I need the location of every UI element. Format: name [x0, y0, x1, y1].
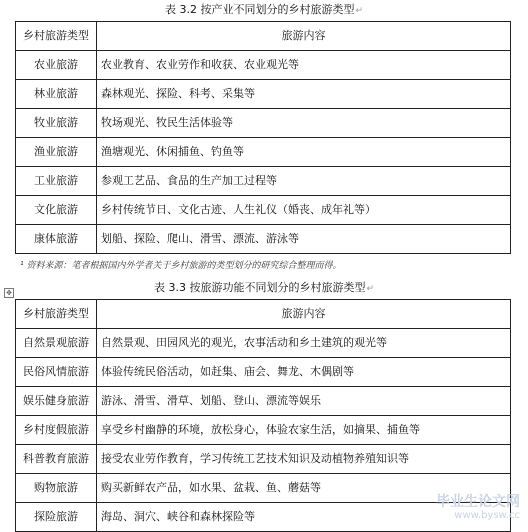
cell-content: 体验传统民俗活动，如赶集、庙会、舞龙、木偶剧等: [97, 358, 511, 387]
table-row: [16, 80, 511, 109]
cell-type: 民俗风情旅游: [16, 358, 97, 387]
cell-type: 农业旅游: [16, 51, 97, 80]
cell-content: 参观工艺品、食品的生产加工过程等: [97, 167, 511, 196]
cell-content: 享受乡村幽静的环境，放松身心，体验农家生活，如摘果、捕鱼等: [97, 416, 511, 445]
cell-type: 购物旅游: [16, 474, 97, 503]
paragraph-mark-icon: ↵: [366, 284, 375, 294]
cell-content: 森林观光、探险、科考、采集等: [97, 80, 511, 109]
cell-content: 海岛、洞穴、峡谷和森林探险等: [97, 503, 511, 532]
cell-content: 自然景观、田园风光的观光，农事活动和乡土建筑的观光等: [97, 329, 511, 358]
table2-caption: 表 3.3 按旅游功能不同划分的乡村旅游类型↵: [153, 281, 375, 294]
cell-type: 自然景观旅游: [16, 329, 97, 358]
table-row: [16, 358, 511, 387]
column-header-content: 旅游内容: [97, 22, 511, 51]
table-row: [16, 109, 511, 138]
column-header-type: 乡村旅游类型: [16, 300, 97, 329]
cell-type: 探险旅游: [16, 503, 97, 532]
cell-content: 接受农业劳作教育，学习传统工艺技术知识及动植物养殖知识等: [97, 445, 511, 474]
table-row: [16, 445, 511, 474]
source-note: ¹ 资料来源：笔者根据国内外学者关于乡村旅游的类型划分的研究综合整理而得。: [20, 261, 342, 271]
watermark-url: www.bysw.cc: [454, 510, 520, 521]
cell-type: 康体旅游: [16, 225, 97, 254]
header-row: [16, 300, 511, 329]
table-row: [16, 51, 511, 80]
table-row: [16, 387, 511, 416]
cell-content: 牧场观光、牧民生活体验等: [97, 109, 511, 138]
cell-type: 林业旅游: [16, 80, 97, 109]
cell-type: 科普教育旅游: [16, 445, 97, 474]
table1: [15, 21, 511, 254]
cell-content: 渔塘观光、休闲捕鱼、钓鱼等: [97, 138, 511, 167]
table-row: [16, 138, 511, 167]
table-row: [16, 329, 511, 358]
table-row: [16, 225, 511, 254]
cell-type: 娱乐健身旅游: [16, 387, 97, 416]
watermark: [436, 495, 520, 523]
cell-content: 乡村传统节日、文化古迹、人生礼仪（婚丧、成年礼等）: [97, 196, 511, 225]
header-row: [16, 22, 511, 51]
cell-content: 农业教育、农业劳作和收获、农业观光等: [97, 51, 511, 80]
table-row: [16, 167, 511, 196]
cell-content: 游泳、滑雪、滑草、划船、登山、漂流等娱乐: [97, 387, 511, 416]
cell-content: 划船、探险、爬山、滑雪、漂流、游泳等: [97, 225, 511, 254]
cell-content: 购买新鲜农产品，如水果、盆栽、鱼、蘑菇等: [97, 474, 511, 503]
cell-type: 文化旅游: [16, 196, 97, 225]
cell-type: 牧业旅游: [16, 109, 97, 138]
paragraph-mark-icon: ↵: [355, 6, 364, 16]
column-header-content: 旅游内容: [97, 300, 511, 329]
cell-type: 乡村度假旅游: [16, 416, 97, 445]
table1-caption: 表 3.2 按产业不同划分的乡村旅游类型↵: [164, 3, 364, 16]
cell-type: 工业旅游: [16, 167, 97, 196]
table-row: [16, 416, 511, 445]
watermark-title: 毕业生论文网: [436, 494, 520, 510]
table-row: [16, 196, 511, 225]
cell-type: 渔业旅游: [16, 138, 97, 167]
move-anchor-icon[interactable]: ✥: [4, 288, 14, 298]
column-header-type: 乡村旅游类型: [16, 22, 97, 51]
